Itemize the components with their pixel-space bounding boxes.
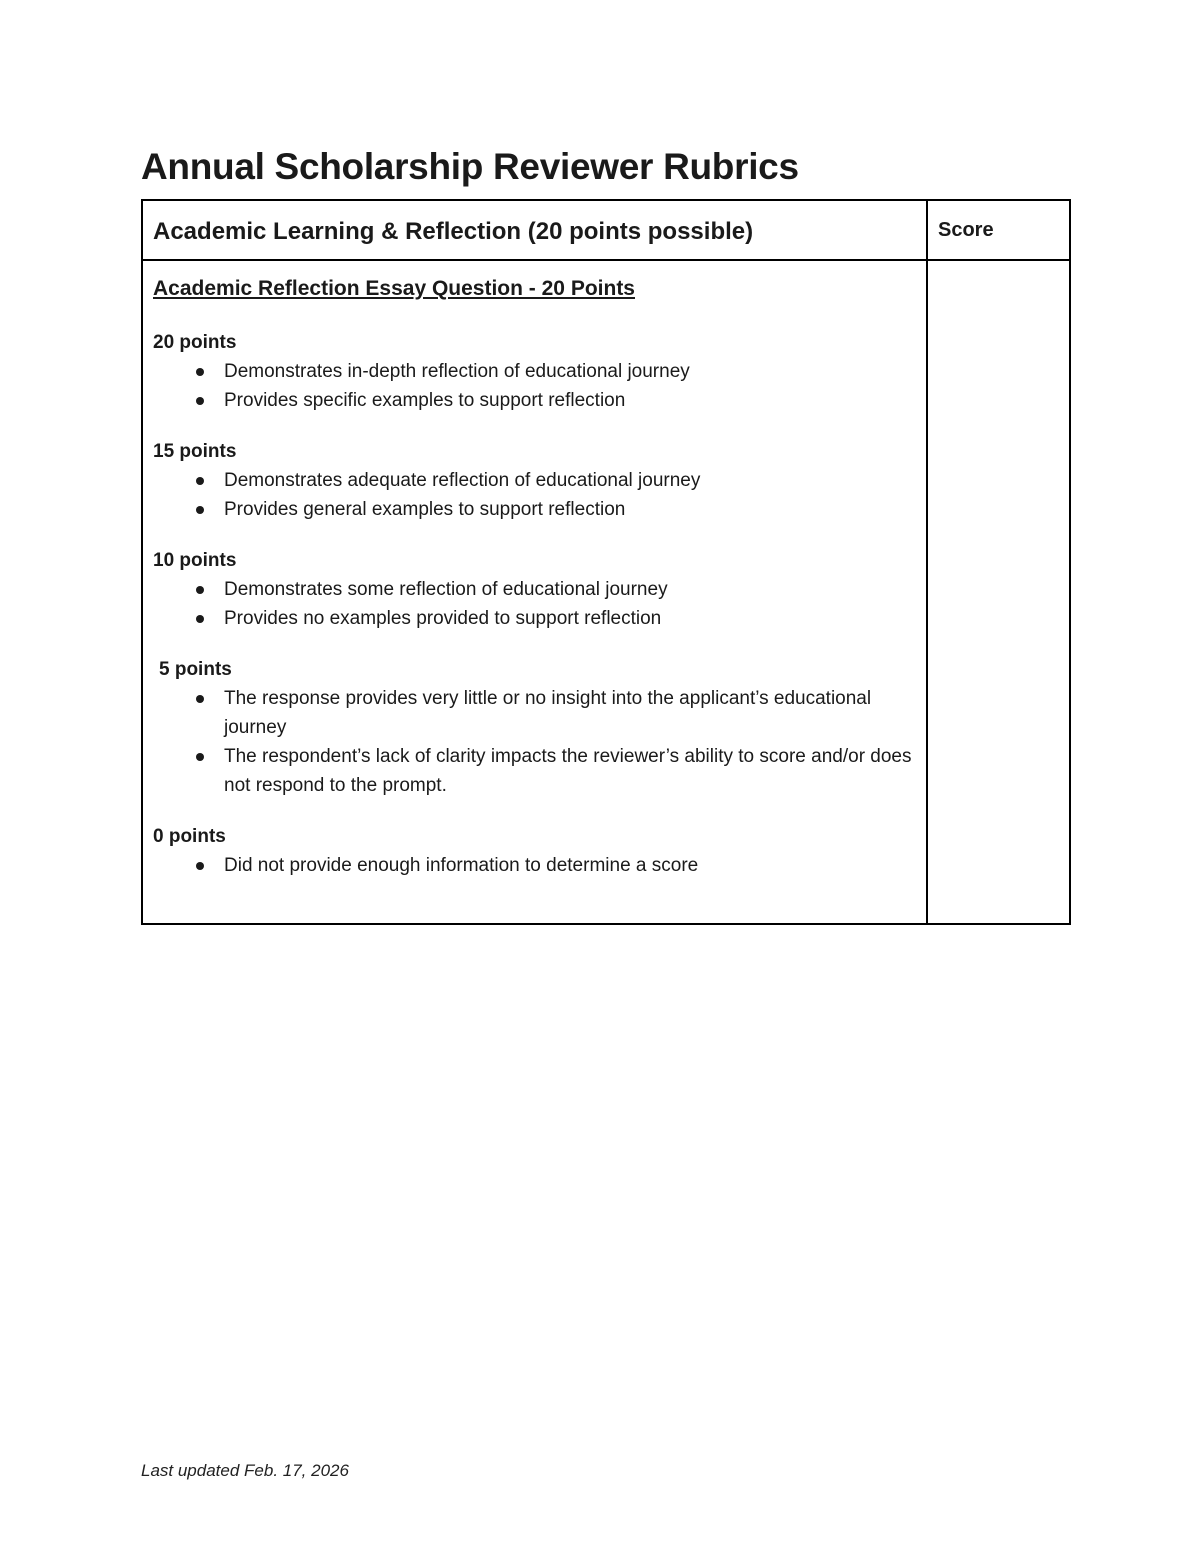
criterion-item: Demonstrates some reflection of educational journey [153,575,914,604]
section-title: Academic Reflection Essay Question - 20 Points [153,277,635,300]
level-label: 5 points [159,659,232,680]
criteria-list [153,851,914,880]
criteria-cell [142,260,927,924]
level-label: 20 points [153,332,237,353]
page-title: Annual Scholarship Reviewer Rubrics [141,146,799,187]
level-label: 0 points [153,826,226,847]
level-15-points [153,437,914,524]
score-entry-cell[interactable] [927,260,1070,924]
criterion-item: Provides no examples provided to support reflection [153,604,914,633]
level-20-points [153,328,914,415]
level-label: 10 points [153,550,237,571]
last-updated-note: Last updated Feb. 17, 2026 [141,1461,349,1480]
level-0-points [153,822,914,880]
criterion-item: Provides general examples to support reflection [153,495,914,524]
criteria-list [153,684,914,800]
criterion-item: The response provides very little or no insight into the applicant’s educational journey [153,684,914,742]
criteria-list [153,357,914,415]
criteria-list [153,466,914,524]
level-10-points [153,546,914,633]
category-header: Academic Learning & Reflection (20 points possible) [153,218,754,245]
category-header-cell [142,200,927,260]
table-header-row [142,200,1070,260]
score-header-cell [927,200,1070,260]
criterion-item: Demonstrates in-depth reflection of educational journey [153,357,914,386]
rubric-table [141,199,1071,925]
level-label: 15 points [153,441,237,462]
table-body-row [142,260,1070,924]
criteria-list [153,575,914,633]
level-5-points [153,655,914,800]
criterion-item: Demonstrates adequate reflection of educational journey [153,466,914,495]
criterion-item: Provides specific examples to support reflection [153,386,914,415]
score-header: Score [938,219,994,241]
criterion-item: The respondent’s lack of clarity impacts the reviewer’s ability to score and/or does not respond to the prompt. [153,742,914,800]
criterion-item: Did not provide enough information to determine a score [153,851,914,880]
